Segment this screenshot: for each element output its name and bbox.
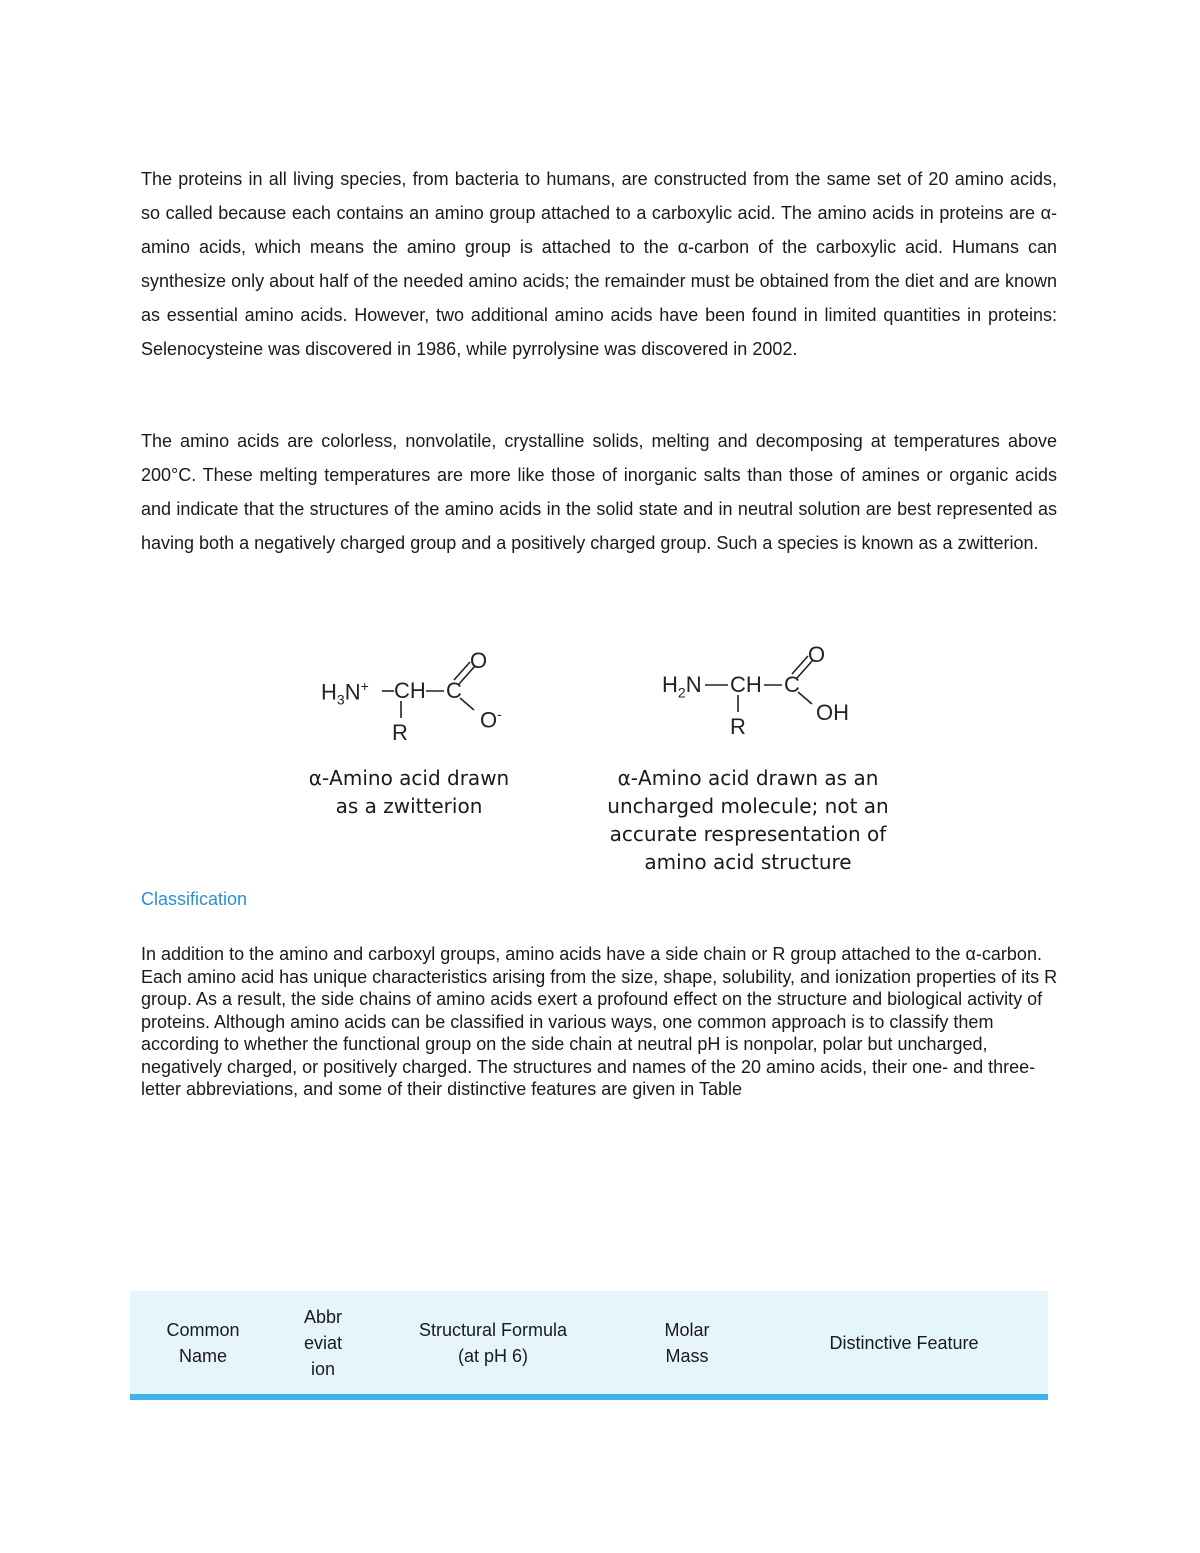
zwitterion-caption-line2: as a zwitterion bbox=[335, 794, 483, 818]
uncharged-r: R bbox=[730, 714, 746, 739]
zwitterion-o-top: O bbox=[470, 648, 488, 673]
header-abbreviation-line1: Abbr bbox=[303, 1306, 343, 1327]
zwitterion-caption bbox=[290, 764, 528, 820]
uncharged-o-top: O bbox=[808, 642, 826, 667]
zwitterion-n: N bbox=[344, 679, 361, 705]
uncharged-structure bbox=[660, 634, 900, 744]
zwitterion-ch: CH bbox=[394, 678, 426, 703]
zwitterion-o-minus: O bbox=[480, 707, 498, 733]
uncharged-caption-line2: uncharged molecule; not an bbox=[607, 794, 889, 818]
zwitterion-c: C bbox=[446, 678, 462, 703]
header-abbreviation-line2: eviat bbox=[303, 1332, 343, 1353]
zwitterion-minus: - bbox=[497, 706, 502, 722]
header-structural-formula-line1: Structural Formula bbox=[418, 1319, 568, 1340]
classification-heading: Classification bbox=[141, 889, 248, 909]
zwitterion-caption-line1: α-Amino acid drawn bbox=[308, 766, 510, 790]
intro-paragraph: The proteins in all living species, from bacteria to humans, are constructed from the same set of 20 amino acids, so called because each contains an amino group attached to a carboxylic acid. The amino acids in proteins are α-amino acids, which means the amino group is attached to the α-carbon of the carboxylic acid. Humans can synthesize only about half of the needed amino acids; the remainder must be obtained from the diet and are known as essential amino acids. However, two additional amino acids have been found in limited quantities in proteins: Selenocysteine was discovered in 1986, while pyrrolysine was discovered in 2002. bbox=[141, 169, 1057, 359]
uncharged-h: H bbox=[662, 672, 678, 697]
zwitterion-r: R bbox=[392, 720, 408, 745]
uncharged-caption-line1: α-Amino acid drawn as an bbox=[617, 766, 879, 790]
header-common-name-line2: Name bbox=[178, 1345, 227, 1366]
classification-paragraph: In addition to the amino and carboxyl groups, amino acids have a side chain or R group attached to the α-carbon. Each amino acid has unique characteristics arising from the size, shape, solubility, and ionization properties of its R group. As a result, the side chains of amino acids exert a profound effect on the structure and biological activity of proteins. Although amino acids can be classified in various ways, one common approach is to classify them according to whether the functional group on the side chain at neutral pH is nonpolar, polar but uncharged, negatively charged, or positively charged. The structures and names of the 20 amino acids, their one- and three-letter abbreviations, and some of their distinctive features are given in Table bbox=[141, 944, 1058, 1099]
amino-acid-structures-figure bbox=[290, 640, 930, 880]
header-common-name-line1: Common bbox=[166, 1319, 240, 1340]
uncharged-h-subscript: 2 bbox=[677, 684, 686, 701]
uncharged-caption-line3: accurate respresentation of bbox=[609, 822, 887, 846]
uncharged-ch: CH bbox=[730, 672, 762, 697]
header-distinctive-feature-label: Distinctive Feature bbox=[829, 1332, 979, 1353]
header-structural-formula bbox=[398, 1291, 588, 1394]
zwitterion-h: H bbox=[321, 679, 337, 705]
header-structural-formula-line2: (at pH 6) bbox=[457, 1345, 528, 1366]
uncharged-c: C bbox=[784, 672, 800, 697]
uncharged-caption-line4: amino acid structure bbox=[644, 850, 852, 874]
header-molar-mass-line1: Molar bbox=[664, 1319, 710, 1340]
zwitterion-plus: + bbox=[360, 678, 369, 694]
header-abbreviation-line3: ion bbox=[310, 1358, 336, 1379]
header-molar-mass-line2: Mass bbox=[665, 1345, 709, 1366]
zwitterion-h-subscript: 3 bbox=[336, 691, 345, 708]
uncharged-n: N bbox=[685, 672, 702, 697]
header-distinctive-feature bbox=[790, 1291, 1018, 1394]
zwitterion-paragraph: The amino acids are colorless, nonvolatile, crystalline solids, melting and decomposing at temperatures above 200°C. These melting temperatures are more like those of inorganic salts than those of amines or organic acids and indicate that the structures of the amino acids in the solid state and in neutral solution are best represented as having both a negatively charged group and a positively charged group. Such a species is known as a zwitterion. bbox=[141, 431, 1057, 553]
zwitterion-structure bbox=[290, 640, 530, 750]
header-molar-mass bbox=[646, 1291, 728, 1394]
amino-acid-table-header bbox=[130, 1291, 1048, 1400]
uncharged-oh: OH bbox=[816, 700, 849, 725]
header-abbreviation bbox=[290, 1291, 356, 1394]
header-common-name bbox=[154, 1291, 252, 1394]
uncharged-caption bbox=[590, 764, 906, 876]
